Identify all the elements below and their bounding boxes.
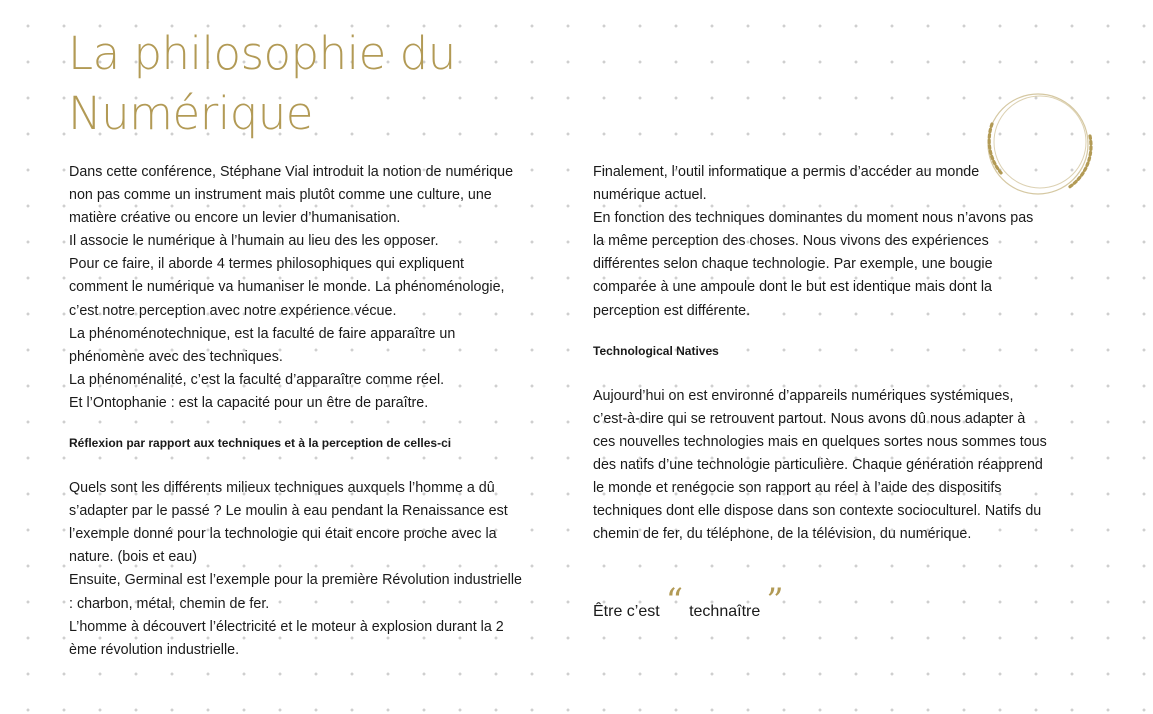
quote-prefix: Être c’est [593,603,660,620]
paragraph: Aujourd’hui on est environné d’appareils numériques systémiques, c’est-à-dire qui se retrouvent partout. Nous avons dû nous adapter à ces nouvelles technologies mais en quelques sortes nous sommes tous des natifs d’une technologie particulière. Chaque génération réapprend le monde et renégocie son rapport au réel à l’aide des dispositifs techniques dont elle dispose dans son contexte socioculturel. Natifs du chemin de fer, du téléphone, de la télévision, du numérique. [593,387,1047,543]
quote-word: technaître [689,603,761,620]
paragraph: Quels sont les différents milieux techniques auxquels l’homme a dû s’adapter par le passé ? Le moulin à eau pendant la Renaissance est l’exemple donné pour la technologie qui était encore proche avec la nature. (bois et eau) [69,480,508,566]
paragraph: L’homme à découvert l’électricité et le moteur à explosion durant la 2 ème révolution industrielle. [69,618,504,658]
close-quote-mark: ” [766,581,784,621]
left-column [69,161,524,662]
open-quote-mark: “ [665,581,684,621]
paragraph: En fonction des techniques dominantes du moment nous n’avons pas la même perception des choses. Nous vivons des expériences différentes selon chaque technologie. Par exemple, une bougie comparée à une ampoule dont le but est identique mais dont la perception est différente. [593,210,1034,319]
paragraph: La phénoménotechnique, est la faculté de faire apparaître un phénomène avec des techniques. [69,325,456,365]
section-subheading: Technological Natives [593,343,719,358]
page-title [68,24,456,144]
title-line-1: La philosophie du [68,27,456,80]
pull-quote [593,581,790,631]
paragraph: Dans cette conférence, Stéphane Vial introduit la notion de numérique non pas comme un instrument mais plutôt comme une culture, une matière créative ou encore un levier d’humanisation. [69,164,514,227]
right-column [593,161,1048,546]
paragraph: La phénoménalité, c’est la faculté d’apparaître comme réel. [69,371,445,388]
title-line-2: Numérique [68,87,313,140]
paragraph: Ensuite, Germinal est l’exemple pour la première Révolution industrielle : charbon, métal, chemin de fer. [69,572,522,612]
paragraph: Finalement, l’outil informatique a permis d’accéder au monde numérique actuel. [593,164,980,204]
paragraph: Pour ce faire, il aborde 4 termes philosophiques qui expliquent comment le numérique va humaniser le monde. La phénoménologie, c’est notre perception avec notre expérience vécue. [69,256,505,319]
paragraph: Et l’Ontophanie : est la capacité pour un être de paraître. [69,394,429,411]
section-subheading: Réflexion par rapport aux techniques et à la perception de celles-ci [69,436,452,451]
paragraph: Il associe le numérique à l’humain au lieu des les opposer. [69,233,439,250]
